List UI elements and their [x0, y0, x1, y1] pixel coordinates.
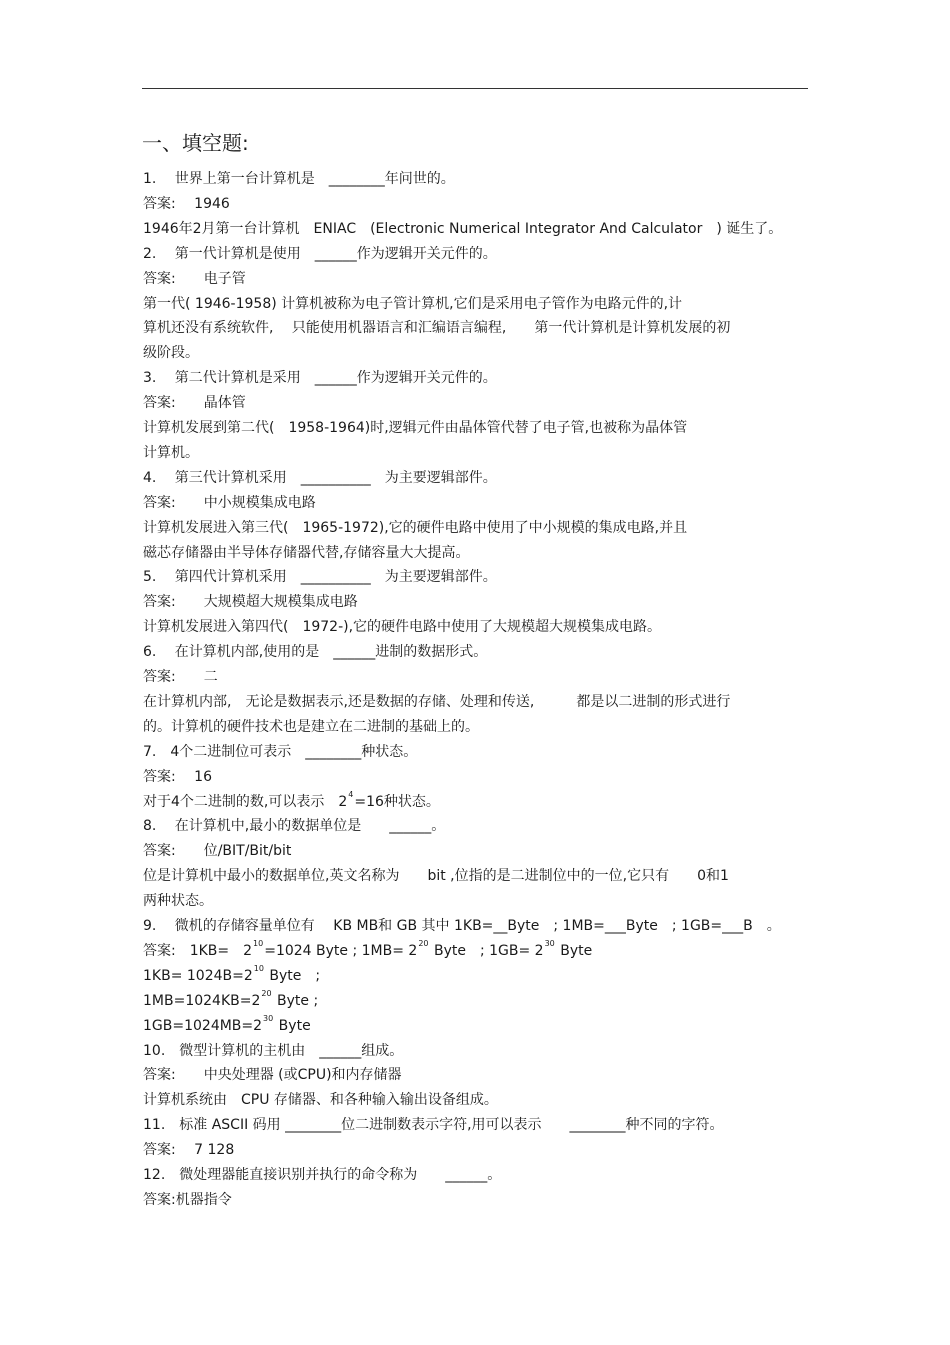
text-line: 计算机发展到第二代( 1958-1964)时,逻辑元件由晶体管代替了电子管,也被称为晶体管 [143, 420, 688, 436]
text-segment: =16种状态。 [354, 793, 440, 810]
text-line: 第一代( 1946-1958) 计算机被称为电子管计算机,它们是采用电子管作为电路元件的,计 [143, 295, 683, 312]
text-line: 答案: 大规模超大规模集成电路 [143, 594, 358, 611]
text-segment: =1024 Byte ; 1MB= 2 [264, 942, 418, 959]
text-segment: Byte [274, 1017, 311, 1034]
text-segment: 答案: 1KB= 2 [143, 942, 253, 959]
section-title: 一、填空题: [142, 131, 249, 155]
superscript: 20 [261, 988, 272, 998]
text-segment: Byte ; [272, 992, 319, 1009]
text-line: 答案: 二 [143, 669, 218, 685]
text-line: 答案: 位/BIT/Bit/bit [143, 843, 292, 860]
text-line: 2. 第一代计算机是使用 ______作为逻辑开关元件的。 [143, 245, 497, 262]
text-line: 的。计算机的硬件技术也是建立在二进制的基础上的。 [143, 718, 479, 735]
text-line: 答案: 7 128 [143, 1142, 235, 1159]
text-line: 计算机系统由 CPU 存储器、和各种输入输出设备组成。 [143, 1092, 498, 1109]
text-line: 算机还没有系统软件, 只能使用机器语言和汇编语言编程, 第一代计算机是计算机发展的初 [143, 320, 731, 337]
formula-line [143, 988, 319, 1012]
text-line [143, 789, 440, 813]
text-line: 答案: 电子管 [143, 270, 246, 287]
text-line: 答案:机器指令 [143, 1191, 232, 1208]
text-line: 答案: 晶体管 [143, 395, 246, 412]
text-line: 5. 第四代计算机采用 __________ 为主要逻辑部件。 [143, 569, 497, 586]
text-line: 1. 世界上第一台计算机是 ________年问世的。 [143, 171, 455, 187]
text-line: 答案: 中央处理器 (或CPU)和内存储器 [143, 1067, 402, 1084]
text-line: 4. 第三代计算机采用 __________ 为主要逻辑部件。 [143, 469, 497, 486]
formula-line [143, 963, 321, 987]
superscript: 10 [253, 963, 264, 973]
text-line: 10. 微型计算机的主机由 ______组成。 [143, 1042, 404, 1059]
formula-line [143, 1013, 311, 1037]
text-line: 1946年2月第一台计算机 ENIAC (Electronic Numerical Integrator And Calculator ) 诞生了。 [143, 220, 783, 237]
superscript: 4 [348, 789, 354, 799]
text-segment: Byte ; 1GB= 2 [429, 942, 544, 959]
superscript: 10 [253, 938, 264, 948]
text-segment: Byte [555, 942, 593, 959]
top-rule [142, 88, 808, 89]
text-line: 12. 微处理器能直接识别并执行的命令称为 ______。 [143, 1167, 502, 1183]
superscript: 30 [263, 1013, 274, 1023]
text-line: 位是计算机中最小的数据单位,英文名称为 bit ,位指的是二进制位中的一位,它只有 0和1 [143, 868, 729, 885]
text-line: 计算机发展进入第四代( 1972-),它的硬件电路中使用了大规模超大规模集成电路。 [143, 619, 662, 636]
text-line: 级阶段。 [143, 345, 199, 362]
text-line: 计算机发展进入第三代( 1965-1972),它的硬件电路中使用了中小规模的集成电路,并且 [143, 519, 688, 536]
text-line: 3. 第二代计算机是采用 ______作为逻辑开关元件的。 [143, 370, 497, 387]
text-line: 8. 在计算机中,最小的数据单位是 ______。 [143, 818, 446, 835]
text-segment: 1MB=1024KB=2 [143, 992, 261, 1009]
text-line: 计算机。 [143, 444, 199, 461]
text-line: 答案: 16 [143, 768, 212, 785]
text-line: 两种状态。 [143, 893, 213, 910]
text-line: 9. 微机的存储容量单位有 KB MB和 GB 其中 1KB=__Byte ; 1MB=___Byte ; 1GB=___B 。 [143, 918, 781, 934]
superscript: 30 [544, 938, 555, 948]
superscript: 20 [418, 938, 429, 948]
text-line: 答案: 1946 [143, 195, 230, 212]
text-segment: 对于4个二进制的数,可以表示 2 [143, 793, 348, 810]
text-line: 11. 标准 ASCII 码用 ________位二进制数表示字符,用可以表示 ________种不同的字符。 [143, 1117, 724, 1134]
text-segment: Byte ; [264, 967, 321, 984]
text-line: 答案: 中小规模集成电路 [143, 494, 316, 511]
text-line: 磁芯存储器由半导体存储器代替,存储容量大大提高。 [143, 544, 470, 561]
text-segment: 1GB=1024MB=2 [143, 1017, 263, 1034]
text-line: 在计算机内部, 无论是数据表示,还是数据的存储、处理和传送, 都是以二进制的形式进行 [143, 693, 731, 710]
answer-line [143, 938, 593, 962]
text-segment: 1KB= 1024B=2 [143, 967, 253, 984]
text-line: 7. 4个二进制位可表示 ________种状态。 [143, 743, 418, 760]
text-line: 6. 在计算机内部,使用的是 ______进制的数据形式。 [143, 644, 488, 661]
